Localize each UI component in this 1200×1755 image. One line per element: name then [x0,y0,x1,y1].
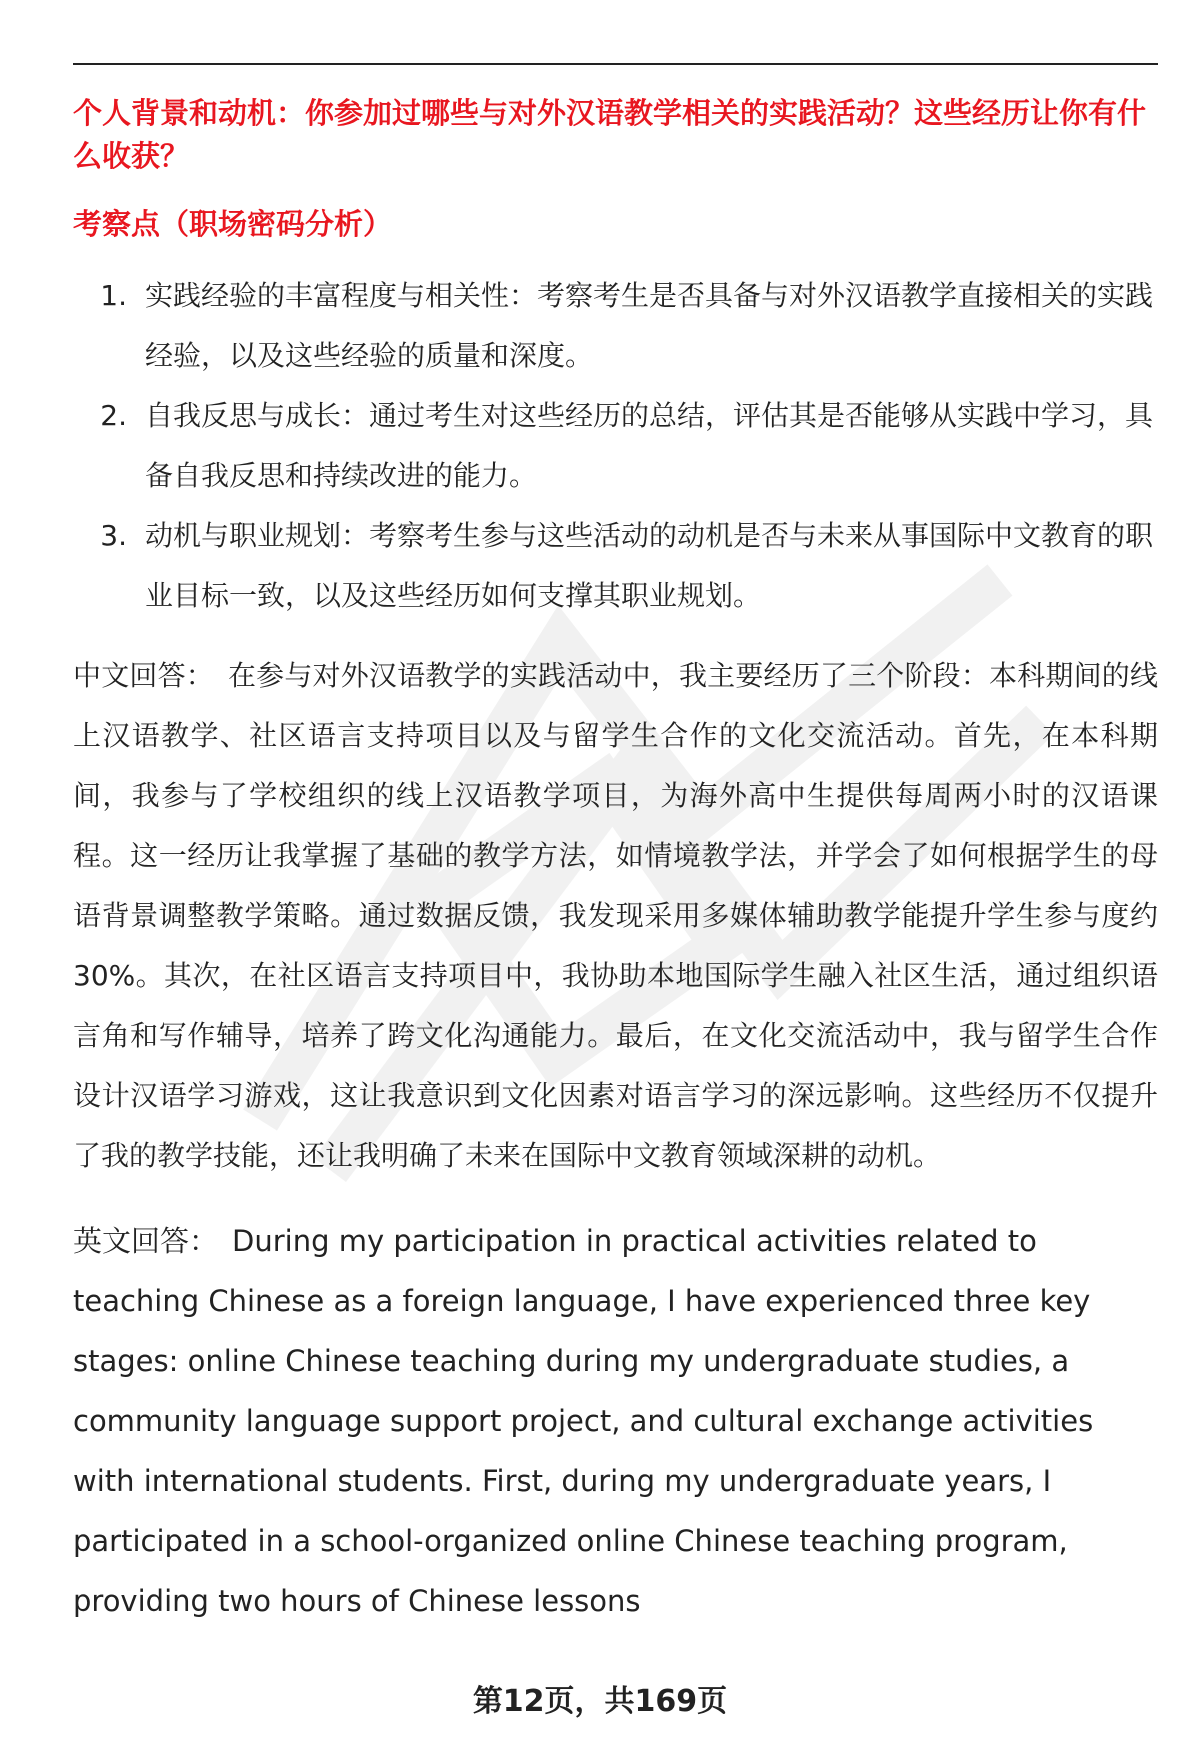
point-text: 实践经验的丰富程度与相关性：考察考生是否具备与对外汉语教学直接相关的实践经验，以及这些经验的质量和深度。 [145,279,1154,372]
english-answer-text: During my participation in practical activities related to teaching Chinese as a foreign language, I have experienced three key stages: online Chinese teaching during my undergraduate studies, a community language support project, and cultural exchange activities with international students. First, during my undergraduate years, I participated in a school-organized online Chinese teaching program, providing two hours of Chinese lessons [73,1224,1094,1618]
english-answer-label: 英文回答： [73,1224,219,1258]
page-number-footer: 第12页，共169页 [472,1684,728,1719]
chinese-answer-label: 中文回答： [73,659,214,692]
analysis-point [73,266,1158,386]
top-divider [73,63,1158,65]
point-number: 3. [100,519,127,552]
analysis-point [73,386,1158,506]
page-content [73,92,1158,1631]
english-answer [73,1211,1158,1631]
point-number: 1. [100,279,127,312]
analysis-point [73,506,1158,626]
point-number: 2. [100,399,127,432]
point-text: 自我反思与成长：通过考生对这些经历的总结，评估其是否能够从实践中学习，具备自我反思和持续改进的能力。 [145,399,1154,492]
analysis-points [73,266,1158,626]
question-heading: 个人背景和动机：你参加过哪些与对外汉语教学相关的实践活动？这些经历让你有什么收获？ [73,96,1147,173]
chinese-answer [73,646,1158,1186]
point-text: 动机与职业规划：考察考生参与这些活动的动机是否与未来从事国际中文教育的职业目标一致，以及这些经历如何支撑其职业规划。 [145,519,1154,612]
analysis-title: 考察点（职场密码分析） [73,207,393,241]
chinese-answer-text: 在参与对外汉语教学的实践活动中，我主要经历了三个阶段：本科期间的线上汉语教学、社区语言支持项目以及与留学生合作的文化交流活动。首先，在本科期间，我参与了学校组织的线上汉语教学项目，为海外高中生提供每周两小时的汉语课程。这一经历让我掌握了基础的教学方法，如情境教学法，并学会了如何根据学生的母语背景调整教学策略。通过数据反馈，我发现采用多媒体辅助教学能提升学生参与度约30%。其次，在社区语言支持项目中，我协助本地国际学生融入社区生活，通过组织语言角和写作辅导，培养了跨文化沟通能力。最后，在文化交流活动中，我与留学生合作设计汉语学习游戏，这让我意识到文化因素对语言学习的深远影响。这些经历不仅提升了我的教学技能，还让我明确了未来在国际中文教育领域深耕的动机。 [73,659,1158,1172]
